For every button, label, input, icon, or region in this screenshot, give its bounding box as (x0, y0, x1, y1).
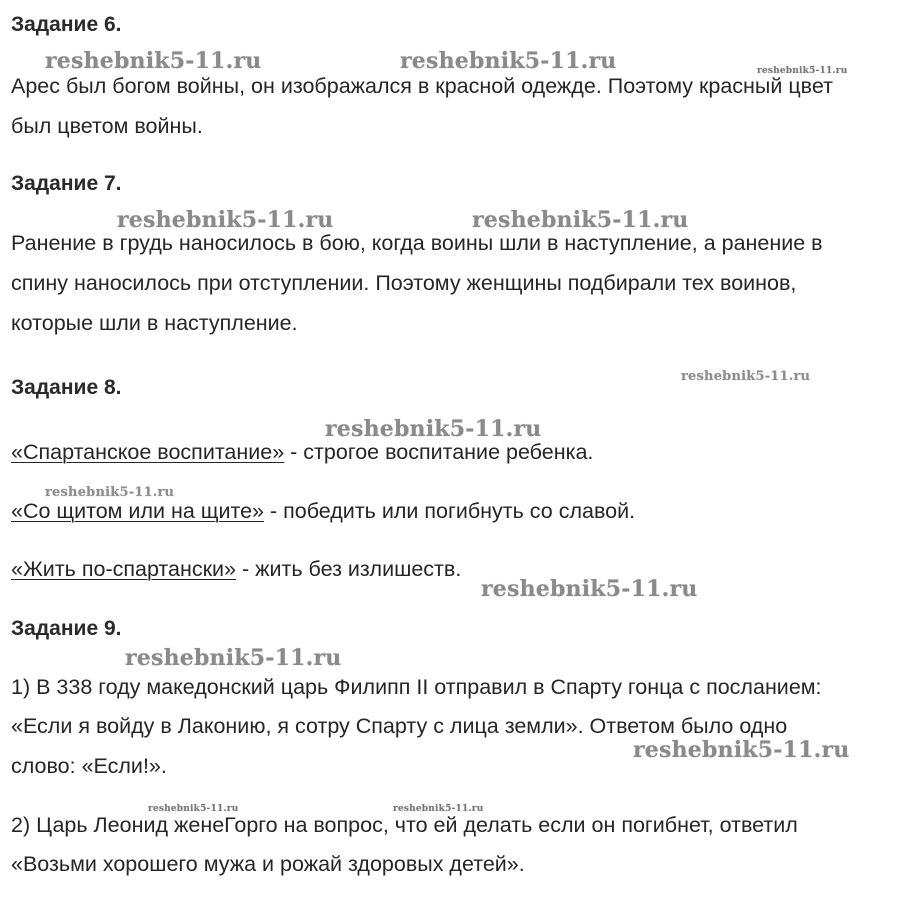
watermark-text: reshebnik5-11.ru (325, 416, 542, 442)
task-9-line-5: «Возьми хорошего мужа и рожай здоровых детей». (11, 852, 525, 876)
definition-term: «Жить по-спартански» (11, 557, 236, 581)
watermark-text: reshebnik5-11.ru (45, 48, 262, 74)
watermark-text: reshebnik5-11.ru (117, 207, 334, 233)
task-9-line-3: слово: «Если!». (11, 754, 167, 778)
definition-row (11, 499, 635, 524)
watermark-text: reshebnik5-11.ru (125, 645, 342, 671)
watermark-text: reshebnik5-11.ru (633, 737, 850, 763)
task-6-line-2: был цветом войны. (11, 114, 203, 138)
task-9-line-1: 1) В 338 году македонский царь Филипп II отправил в Спарту гонца с посланием: (11, 675, 822, 699)
watermark-text: reshebnik5-11.ru (681, 369, 811, 384)
definition-row (11, 557, 461, 582)
task-9-line-4: 2) Царь Леонид женеГорго на вопрос, что ей делать если он погибнет, ответил (11, 813, 798, 837)
definition-term: «Со щитом или на щите» (11, 499, 264, 523)
task-7-line-1: Ранение в грудь наносилось в бою, когда воины шли в наступление, а ранение в (11, 231, 823, 255)
task-9-line-2: «Если я войду в Лаконию, я сотру Спарту с лица земли». Ответом было одно (11, 714, 788, 738)
watermark-text: reshebnik5-11.ru (393, 804, 484, 814)
watermark-text: reshebnik5-11.ru (148, 804, 239, 814)
definition-row (11, 440, 593, 465)
watermark-text: reshebnik5-11.ru (472, 207, 689, 233)
task-7-heading: Задание 7. (11, 172, 122, 195)
watermark-text: reshebnik5-11.ru (45, 485, 175, 500)
task-8-heading: Задание 8. (11, 376, 122, 399)
task-6-line-1: Арес был богом войны, он изображался в красной одежде. Поэтому красный цвет (11, 74, 833, 98)
definition-term: «Спартанское воспитание» (11, 440, 285, 464)
task-6-heading: Задание 6. (11, 13, 122, 36)
task-7-line-2: спину наносилось при отступлении. Поэтому женщины подбирали тех воинов, (11, 271, 797, 295)
watermark-text: reshebnik5-11.ru (400, 48, 617, 74)
watermark-text: reshebnik5-11.ru (481, 576, 698, 602)
task-7-line-3: которые шли в наступление. (11, 311, 298, 335)
definition-meaning: - жить без излишеств. (236, 557, 462, 581)
definition-meaning: - победить или погибнуть со славой. (264, 499, 636, 523)
task-9-heading: Задание 9. (11, 617, 122, 640)
watermark-text: reshebnik5-11.ru (757, 66, 848, 76)
definition-meaning: - строгое воспитание ребенка. (284, 440, 594, 464)
